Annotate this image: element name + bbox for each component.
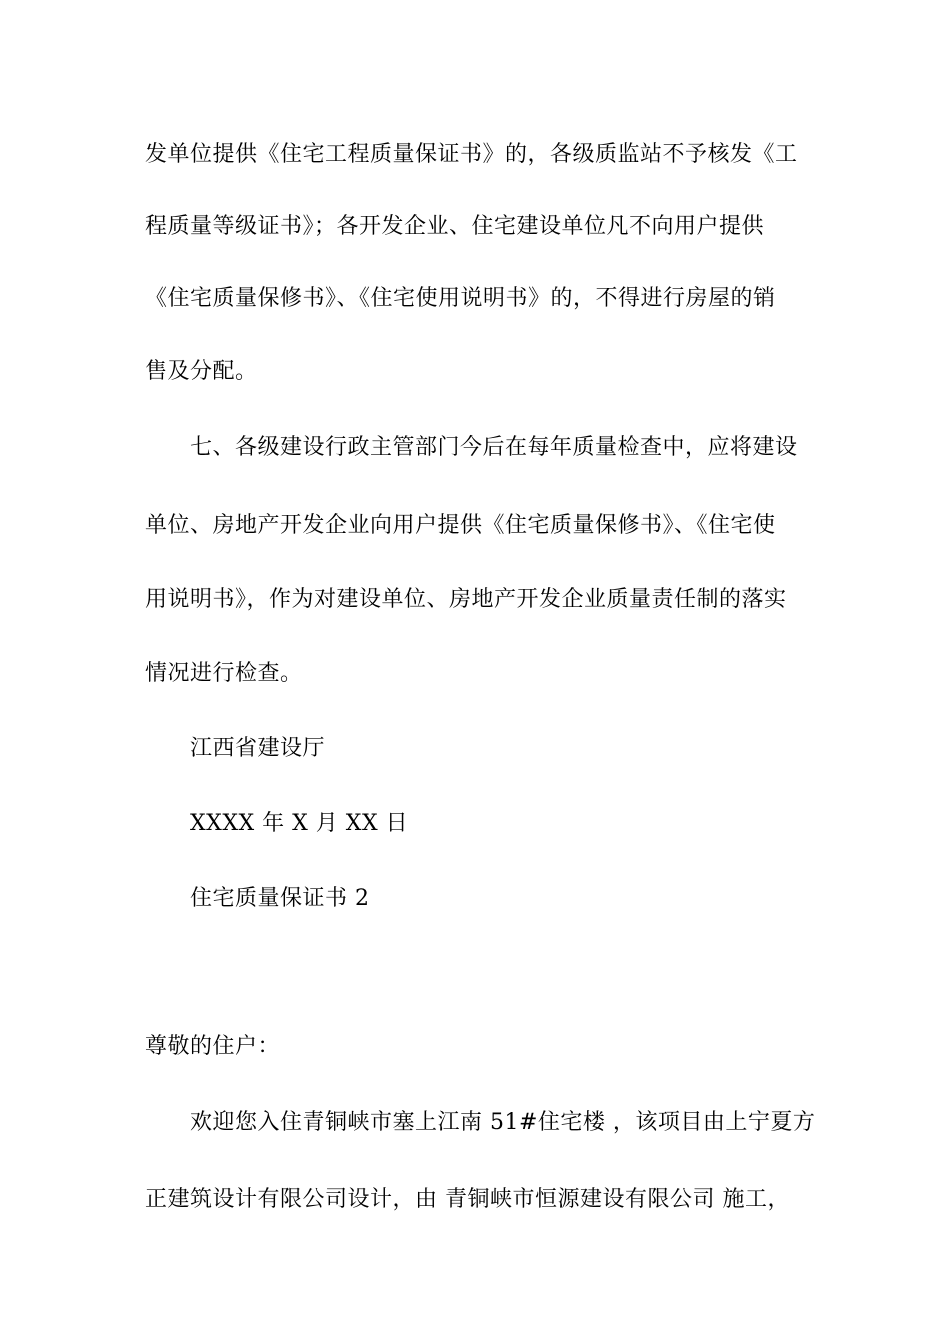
paragraph-line: 欢迎您入住青铜峡市塞上江南 51#住宅楼 ，该项目由上宁夏方: [190, 1110, 816, 1135]
salutation: 尊敬的住户：: [145, 1034, 281, 1059]
paragraph-line: 单位、房地产开发企业向用户提供《住宅质量保修书》、《住宅使: [145, 513, 776, 538]
paragraph-line: 售及分配。: [145, 359, 258, 384]
paragraph-line: 程质量等级证书》；各开发企业、住宅建设单位凡不向用户提供: [145, 214, 765, 239]
paragraph-line: 七、各级建设行政主管部门今后在每年质量检查中，应将建设: [190, 435, 798, 460]
signature-date: XXXX 年 X 月 XX 日: [190, 811, 409, 836]
paragraph-line: 发单位提供《住宅工程质量保证书》的，各级质监站不予核发《工: [145, 142, 798, 167]
paragraph-line: 用说明书》，作为对建设单位、房地产开发企业质量责任制的落实: [145, 587, 787, 612]
paragraph-line: 情况进行检查。: [145, 661, 303, 686]
signature-organization: 江西省建设厅: [190, 736, 326, 761]
paragraph-line: 正建筑设计有限公司设计，由 青铜峡市恒源建设有限公司 施工，: [145, 1187, 790, 1212]
paragraph-line: 《住宅质量保修书》、《住宅使用说明书》的，不得进行房屋的销: [145, 286, 776, 311]
section-title: 住宅质量保证书 2: [190, 886, 370, 911]
